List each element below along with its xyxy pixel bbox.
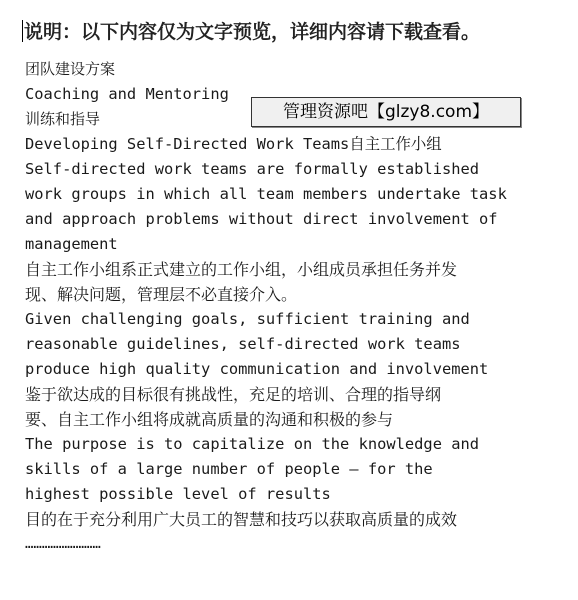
doc-line-6: work groups in which all team members undertake task (25, 185, 507, 203)
preview-notice (22, 18, 480, 46)
doc-line-1: 团队建设方案 (25, 60, 116, 78)
doc-line-14: 鉴于欲达成的目标很有挑战性，充足的培训、合理的指导纲 (25, 385, 442, 404)
doc-line-16: The purpose is to capitalize on the knowledge and (25, 435, 480, 453)
preview-notice-text: 说明：以下内容仅为文字预览，详细内容请下载查看。 (24, 21, 481, 43)
doc-line-13: produce high quality communication and involvement (25, 360, 489, 378)
doc-line-4-en: Developing Self-Directed Work Teams (25, 135, 350, 153)
doc-line-4 (25, 132, 550, 157)
doc-line-3: 训练和指导 (25, 110, 101, 128)
doc-line-10: 现、解决问题，管理层不必直接介入。 (25, 285, 298, 304)
doc-line-2: Coaching and Mentoring (25, 85, 229, 103)
doc-line-4-cn: 自主工作小组 (349, 135, 442, 153)
doc-line-5: Self-directed work teams are formally established (25, 160, 480, 178)
document-body (25, 57, 550, 557)
doc-line-18: highest possible level of results (25, 485, 331, 503)
text-cursor (22, 20, 23, 42)
doc-line-12: reasonable guidelines, self-directed work teams (25, 335, 461, 353)
watermark-banner (251, 97, 521, 127)
doc-line-17: skills of a large number of people – for the (25, 460, 433, 478)
watermark-text: 管理资源吧【glzy8.com】 (282, 102, 490, 122)
doc-line-ellipsis: ……………………… (25, 536, 101, 552)
doc-line-7: and approach problems without direct involvement of (25, 210, 498, 228)
doc-line-9: 自主工作小组系正式建立的工作小组，小组成员承担任务并发 (25, 260, 458, 279)
doc-line-19: 目的在于充分利用广大员工的智慧和技巧以获取高质量的成效 (25, 510, 458, 529)
doc-line-8: management (25, 235, 118, 253)
doc-line-15: 要、自主工作小组将成就高质量的沟通和积极的参与 (25, 410, 394, 429)
doc-line-11: Given challenging goals, sufficient training and (25, 310, 470, 328)
